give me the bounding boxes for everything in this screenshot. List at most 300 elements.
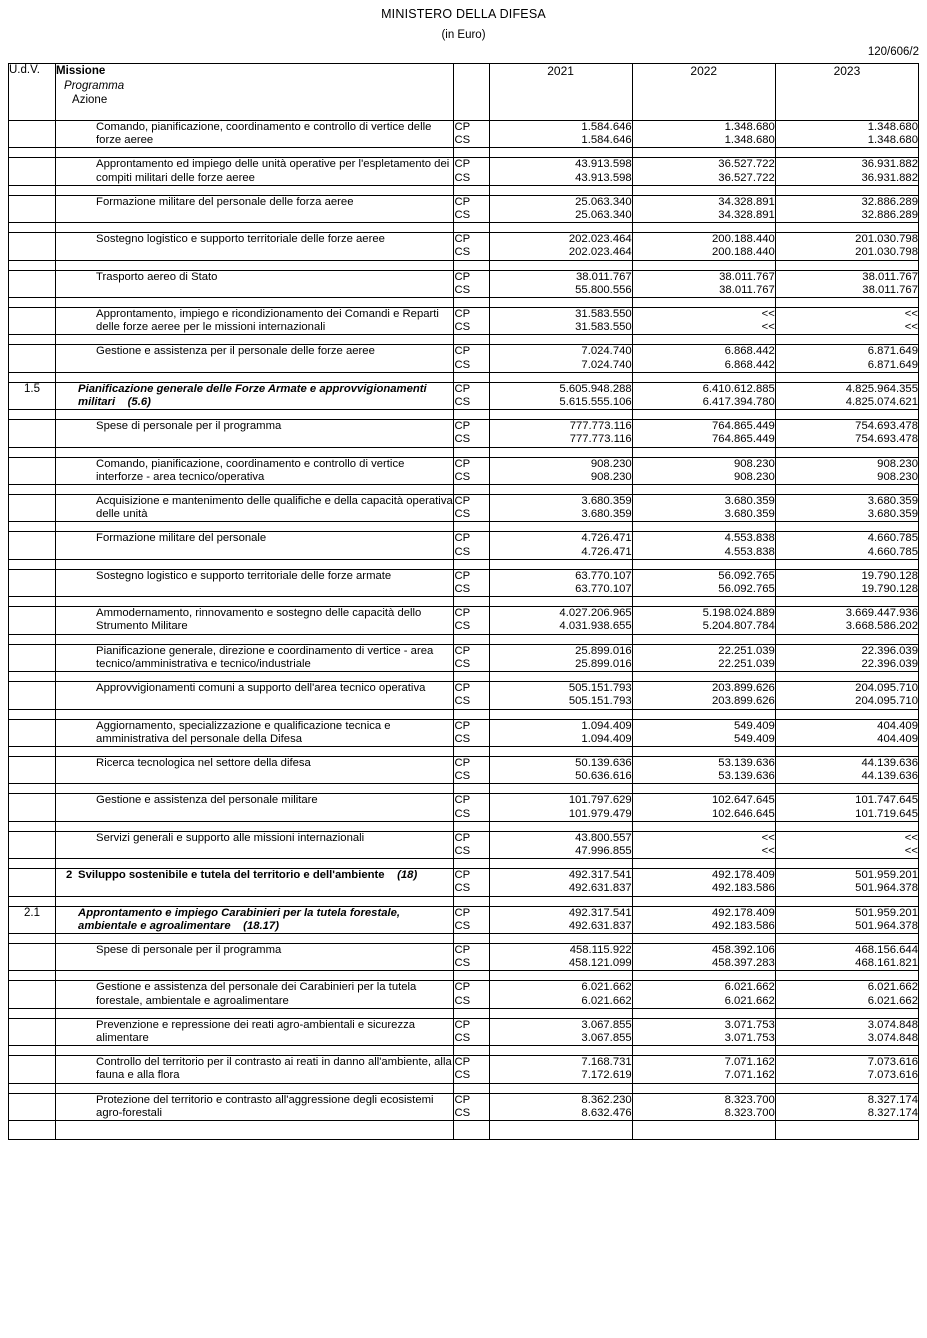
spacer-cell (9, 709, 56, 719)
row-value-2022 (632, 906, 775, 933)
value-cp: 4.027.206.965 (559, 607, 632, 620)
spacer-cell (489, 746, 632, 756)
row-value-2021 (489, 1093, 632, 1120)
row-value-2021 (489, 906, 632, 933)
spacer-cell (775, 933, 918, 943)
row-value-2022 (632, 719, 775, 746)
spacer-cell (775, 859, 918, 869)
row-description-text: Approntamento e impiego Carabinieri per la tutela forestale, ambientale e agroalimentare (78, 906, 401, 932)
value-cp: 549.409 (733, 719, 775, 732)
row-description-text: Formazione militare del personale delle forza aeree (96, 195, 354, 208)
row-spacer (9, 859, 919, 869)
row-code: (18) (384, 869, 418, 882)
value-cs: << (761, 321, 775, 334)
row-udv (9, 195, 56, 222)
row-value-2022 (632, 869, 775, 896)
spacer-cell (489, 335, 632, 345)
row-spacer (9, 1008, 919, 1018)
row-cpcs-labels (454, 233, 489, 260)
spacer-cell (489, 1046, 632, 1056)
spacer-cell (775, 372, 918, 382)
value-cs: 5.615.555.106 (559, 396, 632, 409)
value-cp: 458.392.106 (712, 943, 775, 956)
value-cs: 458.121.099 (568, 957, 632, 970)
row-description-text: Spese di personale per il programma (96, 420, 282, 433)
row-description (56, 682, 454, 709)
spacer-cell (489, 447, 632, 457)
spacer-cell (632, 372, 775, 382)
row-description-text: Trasporto aereo di Stato (96, 270, 218, 283)
row-value-2022 (632, 532, 775, 559)
spacer-cell (775, 447, 918, 457)
value-cs: 36.527.722 (718, 171, 775, 184)
value-cs: 5.204.807.784 (702, 620, 775, 633)
spacer-cell (56, 634, 454, 644)
spacer-cell (454, 859, 489, 869)
value-cp: 31.583.550 (575, 308, 632, 321)
page-code: 120/606/2 (867, 46, 919, 58)
row-value-2022 (632, 569, 775, 596)
row-description-text: Controllo del territorio per il contrasto ai reati in danno all'ambiente, alla fauna e alla flora (96, 1056, 452, 1082)
value-cp: << (761, 831, 775, 844)
spacer-cell (489, 634, 632, 644)
value-cs: 31.583.550 (575, 321, 632, 334)
spacer-cell (489, 933, 632, 943)
filler-cell (775, 1120, 918, 1139)
row-value-2022 (632, 420, 775, 447)
value-cp: 43.913.598 (575, 158, 632, 171)
label-cp: CP (454, 607, 471, 620)
spacer-cell (56, 522, 454, 532)
row-description-text: Gestione e assistenza del personale militare (96, 794, 318, 807)
row-value-2021 (489, 457, 632, 484)
row-udv (9, 233, 56, 260)
row-udv (9, 121, 56, 148)
row-description (56, 644, 454, 671)
value-cs: 22.251.039 (718, 657, 775, 670)
row-value-2023 (775, 943, 918, 970)
row-cpcs-labels (454, 682, 489, 709)
header-azione: Azione (72, 94, 108, 107)
spacer-cell (489, 784, 632, 794)
spacer-cell (56, 746, 454, 756)
row-value-2021 (489, 981, 632, 1008)
row-value-2023 (775, 719, 918, 746)
spacer-cell (632, 485, 775, 495)
missione-number: 2 (66, 869, 73, 882)
value-cp: 492.317.541 (568, 906, 632, 919)
row-cpcs-labels (454, 158, 489, 185)
row-value-2023 (775, 569, 918, 596)
row-udv (9, 270, 56, 297)
value-cp: 5.198.024.889 (702, 607, 775, 620)
label-cs: CS (454, 882, 471, 895)
label-cp: CP (454, 1056, 471, 1069)
spacer-cell (775, 148, 918, 158)
label-cs: CS (454, 171, 471, 184)
label-cs: CS (454, 732, 471, 745)
row-spacer (9, 559, 919, 569)
row-spacer (9, 821, 919, 831)
spacer-cell (56, 559, 454, 569)
value-cs: 3.071.753 (724, 1031, 775, 1044)
spacer-cell (775, 746, 918, 756)
row-value-2022 (632, 382, 775, 409)
table-row (9, 158, 919, 185)
value-cp: 102.647.645 (712, 794, 775, 807)
value-cp: 4.726.471 (581, 532, 632, 545)
value-cs: 4.726.471 (581, 545, 632, 558)
spacer-cell (454, 1083, 489, 1093)
row-value-2023 (775, 420, 918, 447)
value-cs: 201.030.798 (855, 246, 918, 259)
value-cp: 3.680.359 (724, 495, 775, 508)
label-cs: CS (454, 844, 471, 857)
row-value-2023 (775, 345, 918, 372)
row-value-2022 (632, 121, 775, 148)
value-cs: 458.397.283 (712, 957, 775, 970)
header-missione: Missione (56, 65, 106, 77)
value-cp: 34.328.891 (718, 195, 775, 208)
row-value-2023 (775, 1018, 918, 1045)
value-cp: 492.178.409 (712, 869, 775, 882)
spacer-cell (9, 148, 56, 158)
spacer-cell (9, 372, 56, 382)
row-spacer (9, 372, 919, 382)
row-value-2021 (489, 382, 632, 409)
spacer-cell (775, 634, 918, 644)
row-udv (9, 1056, 56, 1083)
spacer-cell (632, 746, 775, 756)
row-value-2022 (632, 682, 775, 709)
label-cp: CP (454, 195, 471, 208)
row-value-2023 (775, 794, 918, 821)
spacer-cell (489, 148, 632, 158)
row-value-2023 (775, 270, 918, 297)
value-cp: << (904, 831, 918, 844)
row-description-text: Comando, pianificazione, coordinamento e controllo di vertice interforze - area tecnico/operativa (96, 457, 405, 483)
row-cpcs-labels (454, 532, 489, 559)
spacer-cell (9, 335, 56, 345)
row-value-2022 (632, 1093, 775, 1120)
spacer-cell (632, 1008, 775, 1018)
value-cp: 6.021.662 (724, 981, 775, 994)
value-cs: 204.095.710 (855, 695, 918, 708)
row-spacer (9, 260, 919, 270)
row-value-2021 (489, 495, 632, 522)
value-cs: 7.073.616 (867, 1069, 918, 1082)
label-cs: CS (454, 620, 471, 633)
value-cs: 4.825.074.621 (845, 396, 918, 409)
label-cp: CP (454, 532, 471, 545)
spacer-cell (56, 709, 454, 719)
row-description (56, 308, 454, 335)
value-cp: 22.396.039 (861, 644, 918, 657)
value-cp: 22.251.039 (718, 644, 775, 657)
label-cs: CS (454, 807, 471, 820)
value-cs: 492.183.586 (712, 919, 775, 932)
header-udv: U.d.V. (9, 64, 56, 121)
spacer-cell (56, 821, 454, 831)
label-cs: CS (454, 695, 471, 708)
row-description-text: Formazione militare del personale (96, 532, 267, 545)
row-spacer (9, 709, 919, 719)
label-cp: CP (454, 495, 471, 508)
spacer-cell (489, 185, 632, 195)
value-cp: 754.693.478 (855, 420, 918, 433)
spacer-cell (489, 597, 632, 607)
spacer-cell (775, 1046, 918, 1056)
row-cpcs-labels (454, 569, 489, 596)
spacer-cell (489, 522, 632, 532)
value-cp: 25.899.016 (575, 644, 632, 657)
spacer-cell (775, 1008, 918, 1018)
row-value-2022 (632, 794, 775, 821)
spacer-cell (9, 298, 56, 308)
row-description (56, 981, 454, 1008)
value-cs: 6.868.442 (724, 358, 775, 371)
spacer-cell (9, 485, 56, 495)
spacer-cell (454, 148, 489, 158)
value-cs: 25.063.340 (575, 209, 632, 222)
row-value-2023 (775, 308, 918, 335)
row-cpcs-labels (454, 345, 489, 372)
row-value-2022 (632, 308, 775, 335)
value-cs: 6.021.662 (581, 994, 632, 1007)
label-cp: CP (454, 1093, 471, 1106)
label-cp: CP (454, 158, 471, 171)
label-cp: CP (454, 719, 471, 732)
row-description-text: Aggiornamento, specializzazione e qualificazione tecnica e amministrativa del personale della Difesa (96, 719, 391, 745)
value-cp: 5.605.948.288 (559, 382, 632, 395)
row-value-2021 (489, 719, 632, 746)
spacer-cell (632, 709, 775, 719)
spacer-cell (489, 485, 632, 495)
value-cp: 63.770.107 (575, 569, 632, 582)
row-value-2021 (489, 308, 632, 335)
spacer-cell (56, 148, 454, 158)
table-row (9, 457, 919, 484)
row-value-2023 (775, 495, 918, 522)
row-description-text: Pianificazione generale delle Forze Armate e approvvigionamenti militari (78, 382, 427, 409)
spacer-cell (56, 260, 454, 270)
row-value-2021 (489, 1056, 632, 1083)
row-udv (9, 756, 56, 783)
value-cs: 501.964.378 (855, 882, 918, 895)
value-cs: 908.230 (733, 470, 775, 483)
row-description (56, 794, 454, 821)
label-cp: CP (454, 794, 471, 807)
filler-cell (56, 1120, 454, 1139)
row-description-text: Gestione e assistenza per il personale delle forze aeree (96, 345, 375, 358)
row-cpcs-labels (454, 195, 489, 222)
row-cpcs-labels (454, 869, 489, 896)
row-description (56, 345, 454, 372)
filler-cell (632, 1120, 775, 1139)
filler-cell (9, 1120, 56, 1139)
value-cs: 202.023.464 (568, 246, 632, 259)
row-description-text: Sostegno logistico e supporto territoriale delle forze aeree (96, 233, 385, 246)
row-cpcs-labels (454, 382, 489, 409)
spacer-cell (489, 223, 632, 233)
value-cp: 200.188.440 (712, 233, 775, 246)
row-description (56, 607, 454, 634)
spacer-cell (9, 223, 56, 233)
row-value-2021 (489, 831, 632, 858)
value-cp: 501.959.201 (855, 906, 918, 919)
row-value-2023 (775, 233, 918, 260)
label-cp: CP (454, 382, 471, 395)
row-value-2021 (489, 420, 632, 447)
row-value-2023 (775, 382, 918, 409)
row-spacer (9, 784, 919, 794)
row-value-2021 (489, 607, 632, 634)
value-cp: 492.317.541 (568, 869, 632, 882)
row-description-text: Prevenzione e repressione dei reati agro-ambientali e sicurezza alimentare (96, 1018, 416, 1044)
row-udv: 1.5 (9, 382, 56, 409)
value-cs: 4.553.838 (724, 545, 775, 558)
row-description-text: Approntamento, impiego e ricondizionamento dei Comandi e Reparti delle forze aeree per le missioni internazionali (96, 308, 439, 334)
value-cs: 25.899.016 (575, 657, 632, 670)
row-value-2022 (632, 1018, 775, 1045)
value-cs: 764.865.449 (712, 433, 775, 446)
value-cs: 6.871.649 (867, 358, 918, 371)
value-cp: 7.168.731 (581, 1056, 632, 1069)
row-value-2023 (775, 682, 918, 709)
value-cs: << (904, 321, 918, 334)
row-value-2023 (775, 121, 918, 148)
value-cs: 404.409 (877, 732, 918, 745)
row-description-text: Gestione e assistenza del personale dei Carabinieri per la tutela forestale, ambientale e agroalimentare (96, 981, 417, 1007)
spacer-cell (775, 260, 918, 270)
value-cp: 25.063.340 (575, 195, 632, 208)
spacer-cell (632, 933, 775, 943)
spacer-cell (775, 485, 918, 495)
table-row (9, 719, 919, 746)
row-cpcs-labels (454, 270, 489, 297)
row-cpcs-labels (454, 1093, 489, 1120)
page-title: MINISTERO DELLA DIFESA (381, 7, 546, 21)
row-value-2021 (489, 270, 632, 297)
table-row (9, 121, 919, 148)
spacer-cell (775, 784, 918, 794)
spacer-cell (489, 896, 632, 906)
spacer-cell (489, 859, 632, 869)
spacer-cell (9, 597, 56, 607)
spacer-cell (56, 1008, 454, 1018)
value-cs: 55.800.556 (575, 283, 632, 296)
label-cs: CS (454, 994, 471, 1007)
value-cp: << (761, 308, 775, 321)
header-year-2021: 2021 (489, 64, 632, 121)
spacer-cell (489, 971, 632, 981)
label-cp: CP (454, 756, 471, 769)
row-description (56, 532, 454, 559)
label-cs: CS (454, 957, 471, 970)
spacer-cell (454, 185, 489, 195)
table-row (9, 569, 919, 596)
value-cs: 1.348.680 (867, 134, 918, 147)
label-cs: CS (454, 1031, 471, 1044)
row-udv: 2.1 (9, 906, 56, 933)
row-description (56, 382, 454, 409)
row-value-2021 (489, 644, 632, 671)
row-description-text: Pianificazione generale, direzione e coordinamento di vertice - area tecnico/amministrativa e tecnico/industriale (96, 644, 434, 670)
value-cs: 492.631.837 (568, 919, 632, 932)
value-cp: 3.669.447.936 (845, 607, 918, 620)
spacer-cell (9, 672, 56, 682)
row-spacer (9, 597, 919, 607)
row-value-2022 (632, 495, 775, 522)
row-description (56, 1093, 454, 1120)
value-cp: 764.865.449 (712, 420, 775, 433)
budget-table (8, 63, 919, 1140)
value-cp: 4.825.964.355 (845, 382, 918, 395)
value-cp: 6.868.442 (724, 345, 775, 358)
row-udv (9, 569, 56, 596)
label-cp: CP (454, 420, 471, 433)
spacer-cell (56, 1083, 454, 1093)
value-cs: << (904, 844, 918, 857)
label-cp: CP (454, 233, 471, 246)
row-udv (9, 607, 56, 634)
row-value-2023 (775, 607, 918, 634)
label-cp: CP (454, 682, 471, 695)
value-cs: 3.680.359 (867, 508, 918, 521)
spacer-cell (489, 298, 632, 308)
spacer-cell (632, 447, 775, 457)
spacer-cell (9, 522, 56, 532)
spacer-cell (632, 971, 775, 981)
value-cs: 8.323.700 (724, 1106, 775, 1119)
value-cp: 7.024.740 (581, 345, 632, 358)
spacer-cell (489, 410, 632, 420)
spacer-cell (56, 372, 454, 382)
value-cs: 102.646.645 (712, 807, 775, 820)
value-cp: 19.790.128 (861, 569, 918, 582)
value-cs: 1.348.680 (724, 134, 775, 147)
label-cs: CS (454, 1106, 471, 1119)
row-description (56, 457, 454, 484)
header-cpcs (454, 64, 489, 121)
table-filler (9, 1120, 919, 1139)
value-cs: 38.011.767 (719, 283, 775, 296)
spacer-cell (56, 971, 454, 981)
value-cp: 6.021.662 (867, 981, 918, 994)
spacer-cell (632, 559, 775, 569)
row-value-2023 (775, 457, 918, 484)
value-cp: 404.409 (877, 719, 918, 732)
row-udv (9, 532, 56, 559)
row-spacer (9, 634, 919, 644)
value-cp: 36.931.882 (861, 158, 918, 171)
table-body (9, 121, 919, 1140)
spacer-cell (56, 298, 454, 308)
value-cp: 8.327.174 (867, 1093, 918, 1106)
row-spacer (9, 298, 919, 308)
label-cs: CS (454, 321, 471, 334)
value-cp: 3.680.359 (581, 495, 632, 508)
spacer-cell (56, 896, 454, 906)
row-description-text: Sviluppo sostenibile e tutela del territorio e dell'ambiente (78, 869, 385, 882)
spacer-cell (454, 522, 489, 532)
value-cs: 3.680.359 (581, 508, 632, 521)
row-cpcs-labels (454, 831, 489, 858)
spacer-cell (775, 559, 918, 569)
value-cs: 50.636.616 (575, 770, 632, 783)
spacer-cell (489, 1008, 632, 1018)
row-cpcs-labels (454, 719, 489, 746)
